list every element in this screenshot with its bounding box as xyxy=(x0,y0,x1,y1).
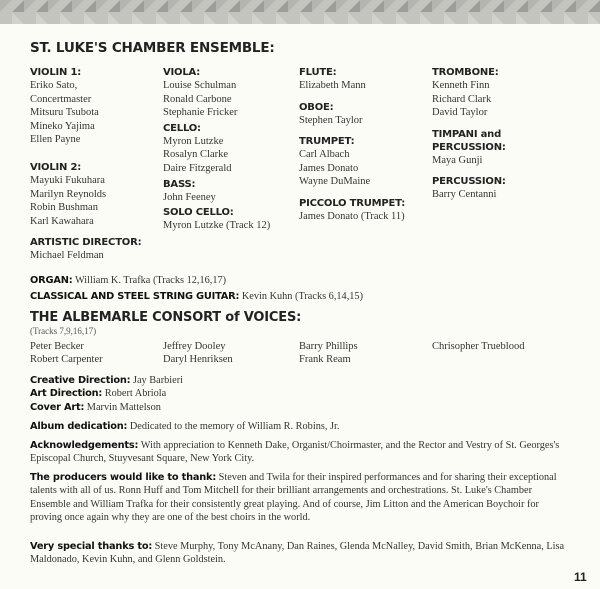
credit-cover: Cover Art: Marvin Mattelson xyxy=(30,401,161,413)
singer-name: Daryl Henriksen xyxy=(163,354,233,365)
consort-column xyxy=(432,340,524,353)
member-name: Maya Gunji xyxy=(432,154,483,166)
singer-name: Robert Carpenter xyxy=(30,354,103,365)
member-name: Karl Kawahara xyxy=(30,215,94,227)
member-name: Ellen Payne xyxy=(30,134,81,146)
roster-column xyxy=(432,66,522,202)
member-name: Daire Fitzgerald xyxy=(163,162,232,174)
member-name: Elizabeth Mann xyxy=(299,80,366,91)
album-dedication: Album dedication: Dedicated to the memory of William R. Robins, Jr. xyxy=(30,421,340,432)
section-heading: VIOLIN 2: xyxy=(30,161,82,173)
member-name: Mitsuru Tsubota xyxy=(30,107,99,119)
member-name: Eriko Sato, xyxy=(30,80,78,91)
member-name: Concertmaster xyxy=(30,93,92,105)
member-name: David Taylor xyxy=(432,107,488,119)
member-name: Louise Schulman xyxy=(163,80,237,91)
credit-creative: Creative Direction: Jay Barbieri xyxy=(30,375,184,386)
acknowledgements: Acknowledgements: With appreciation to Kenneth Dake, Organist/Choirmaster, and the Rector and Vestry of St. Georges's Episcopal Church, Stuyvesant Square, New York City. xyxy=(30,440,560,465)
singer-name: Peter Becker xyxy=(30,341,84,352)
credit-art: Art Direction: Robert Abriola xyxy=(30,388,167,400)
roster-column xyxy=(163,66,270,233)
section-heading: TIMPANI and PERCUSSION: xyxy=(432,128,506,153)
section-heading: CELLO: xyxy=(163,122,201,134)
member-name: Ronald Carbone xyxy=(163,93,232,105)
member-name: Stephanie Fricker xyxy=(163,107,238,119)
section-heading: BASS: xyxy=(163,178,196,190)
consort-title: THE ALBEMARLE CONSORT of VOICES: xyxy=(30,310,302,325)
organ-label: ORGAN: xyxy=(30,275,73,286)
member-name: Rosalyn Clarke xyxy=(163,149,229,161)
roster-column xyxy=(299,66,405,224)
producers-thanks: The producers would like to thank: Steven and Twila for their inspired performances and for sharing their exceptional talents with all of us. Ronn Huff and Tom Mitchell for their brilliant arrangements and orchestrations. St. Luke's Chamber Ensemble and William Trafka for their consistently great playing. And of course, Jim Litton and the American Boychoir for proving once again why they are one of the best choirs in the world. xyxy=(30,472,557,523)
ensemble-title: ST. LUKE'S CHAMBER ENSEMBLE: xyxy=(30,40,275,56)
section-heading: TRUMPET: xyxy=(299,136,355,148)
decorative-pattern-banner xyxy=(0,0,600,24)
member-name: James Donato xyxy=(299,162,359,174)
singer-name: Chrisopher Trueblood xyxy=(432,341,525,352)
organ-text: William K. Trafka (Tracks 12,16,17) xyxy=(75,275,227,286)
member-name: Carl Albach xyxy=(299,149,350,161)
consort-column xyxy=(299,340,358,366)
section-heading: TROMBONE: xyxy=(432,67,499,78)
section-heading: VIOLIN 1: xyxy=(30,67,82,78)
section-heading: VIOLA: xyxy=(163,67,201,78)
member-name: Robin Bushman xyxy=(30,202,98,214)
member-name: Mayuki Fukuhara xyxy=(30,174,105,186)
section-heading: PICCOLO TRUMPET: xyxy=(299,197,406,209)
member-name: Richard Clark xyxy=(432,93,492,105)
guitar-credit xyxy=(30,290,570,303)
section-heading: PERCUSSION: xyxy=(432,176,506,188)
member-name: Stephen Taylor xyxy=(299,114,363,126)
member-name: Mineko Yajima xyxy=(30,120,95,132)
credits-block xyxy=(30,374,570,414)
organ-credit xyxy=(30,274,570,287)
section-heading: OBOE: xyxy=(299,101,334,113)
special-thanks: Very special thanks to: Steve Murphy, Tony McAnany, Dan Raines, Glenda McNalley, David Smith, Brian McKenna, Lisa Maldonado, Kevin Kuhn, and Glenn Goldstein. xyxy=(30,541,565,566)
singer-name: Jeffrey Dooley xyxy=(163,341,226,352)
member-name: Barry Centanni xyxy=(432,189,497,201)
member-name: John Feeney xyxy=(163,191,216,203)
member-name: Kenneth Finn xyxy=(432,80,490,91)
member-name: James Donato (Track 11) xyxy=(299,210,405,222)
member-name: Wayne DuMaine xyxy=(299,176,371,188)
member-name: Myron Lutzke xyxy=(163,135,224,147)
guitar-label: CLASSICAL AND STEEL STRING GUITAR: xyxy=(30,291,240,302)
singer-name: Frank Ream xyxy=(299,354,351,365)
section-heading: ARTISTIC DIRECTOR: xyxy=(30,237,142,249)
member-name: Myron Lutzke (Track 12) xyxy=(163,220,271,232)
consort-column xyxy=(163,340,233,366)
singer-name: Barry Phillips xyxy=(299,341,358,352)
section-heading: FLUTE: xyxy=(299,67,337,78)
consort-tracks: (Tracks 7,9,16,17) xyxy=(30,326,97,336)
consort-column xyxy=(30,340,103,366)
page-number: 11 xyxy=(574,570,587,584)
member-name: Marilyn Reynolds xyxy=(30,188,107,200)
section-heading: SOLO CELLO: xyxy=(163,207,234,219)
roster-column xyxy=(30,66,141,263)
member-name: Michael Feldman xyxy=(30,250,104,262)
guitar-text: Kevin Kuhn (Tracks 6,14,15) xyxy=(241,291,363,302)
